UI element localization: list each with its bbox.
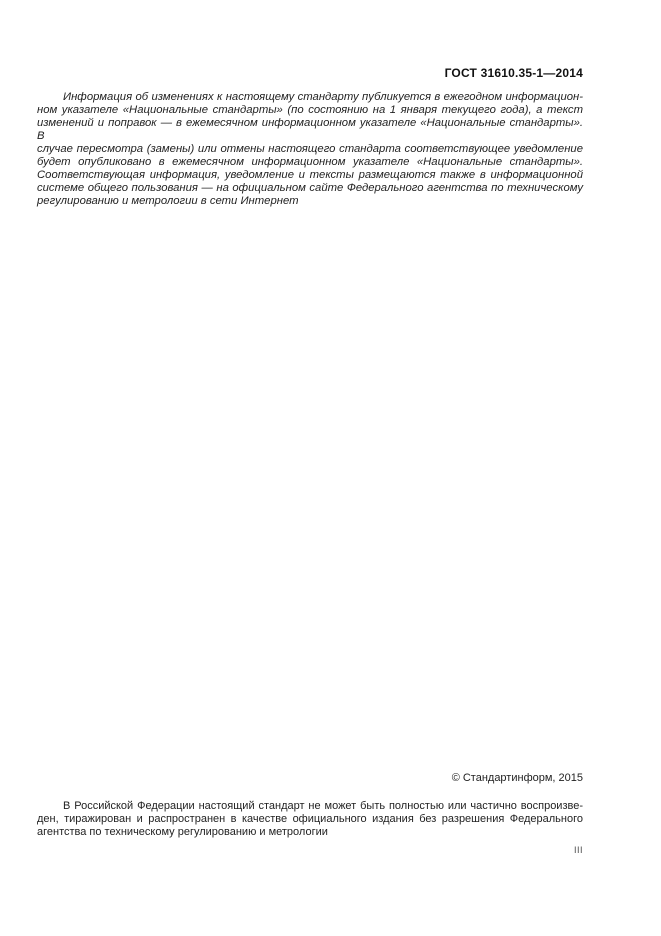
- copyright-notice: © Стандартинформ, 2015: [451, 772, 583, 784]
- legal-line: агентства по техническому регулированию и метрологии: [37, 826, 328, 839]
- amendments-notice-paragraph: [37, 91, 583, 208]
- notice-line: изменений и поправок — в ежемесячном информационном указателе «Национальные стандарты». В: [37, 117, 583, 142]
- notice-line: ном указателе «Национальные стандарты» (по состоянию на 1 января текущего года), а текст: [37, 104, 583, 116]
- notice-line: регулированию и метрологии в сети Интернет: [37, 195, 299, 207]
- reproduction-restriction-paragraph: [37, 800, 583, 840]
- notice-line: будет опубликовано в ежемесячном информационном указателе «Национальные стандарты».: [37, 156, 583, 168]
- page-number: III: [573, 845, 583, 855]
- notice-line: случае пересмотра (замены) или отмены настоящего стандарта соответствующее уведомление: [37, 143, 583, 155]
- legal-line: В Российской Федерации настоящий стандарт не может быть полностью или частично воспроизве-: [63, 800, 583, 812]
- legal-line: ден, тиражирован и распространен в качестве официального издания без разрешения Федерального: [37, 813, 583, 826]
- notice-line: Информация об изменениях к настоящему стандарту публикуется в ежегодном информацион-: [63, 91, 583, 103]
- notice-line: системе общего пользования — на официальном сайте Федерального агентства по техническому: [37, 182, 583, 194]
- notice-line: Соответствующая информация, уведомление и тексты размещаются также в информационной: [37, 169, 583, 181]
- standard-number-header: ГОСТ 31610.35-1—2014: [444, 66, 583, 80]
